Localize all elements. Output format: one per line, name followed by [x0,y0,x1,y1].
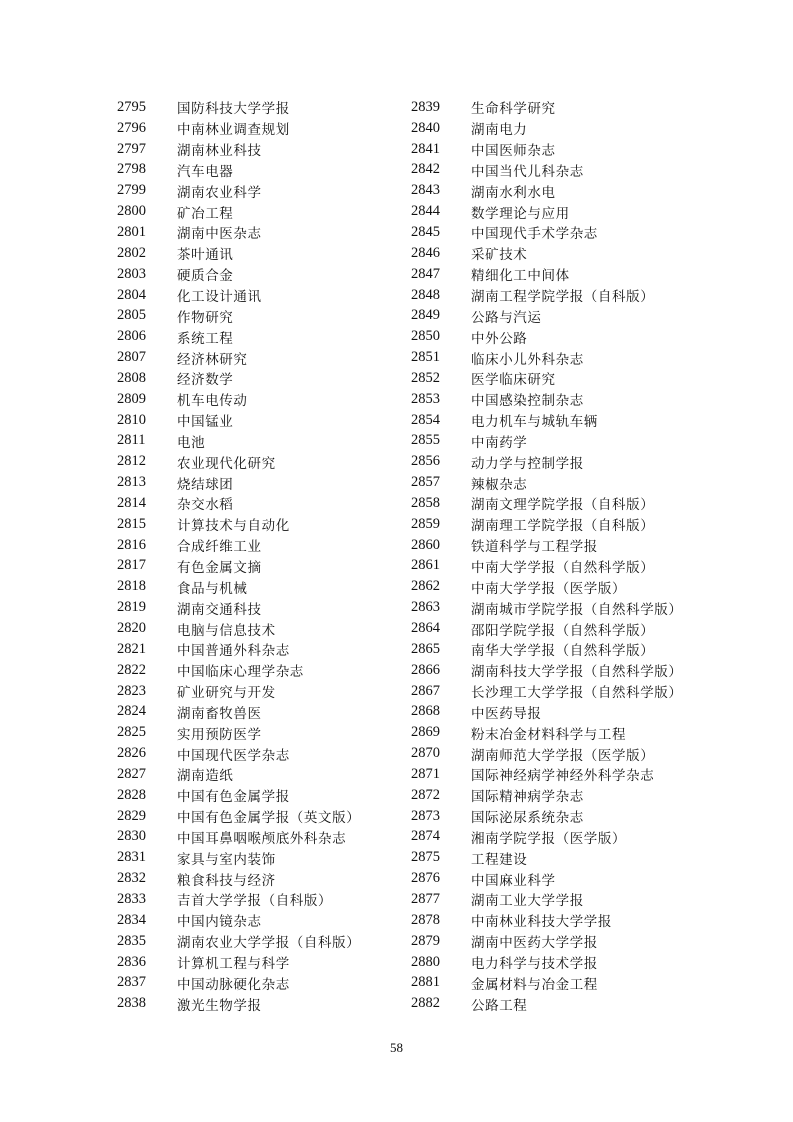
journal-title: 中医药导报 [471,705,542,722]
journal-title: 中国当代儿科杂志 [471,163,584,180]
entry-number: 2854 [411,411,440,428]
entry-number: 2875 [411,849,440,866]
list-item [117,952,397,973]
list-item [411,847,691,868]
entry-number: 2806 [117,328,146,345]
entry-number: 2822 [117,661,146,678]
list-item [117,180,397,201]
entry-number: 2862 [411,578,440,595]
entry-number: 2829 [117,807,146,824]
list-item [411,597,691,618]
list-item [117,868,397,889]
entry-number: 2851 [411,349,440,366]
journal-title: 邵阳学院学报（自然科学版） [471,622,655,639]
entry-number: 2827 [117,765,146,782]
list-item [411,785,691,806]
journal-title: 机车电传动 [177,393,248,410]
journal-title: 湖南科技大学学报（自然科学版） [471,664,683,681]
list-item [117,701,397,722]
list-item [411,952,691,973]
entry-number: 2845 [411,223,440,240]
journal-title: 湖南文理学院学报（自科版） [471,497,655,514]
entry-number: 2865 [411,640,440,657]
list-item [411,910,691,931]
journal-title: 家具与室内装饰 [177,851,276,868]
entry-number: 2848 [411,286,440,303]
list-item [411,681,691,702]
entry-number: 2856 [411,453,440,470]
list-item [411,535,691,556]
entry-number: 2861 [411,557,440,574]
entry-number: 2814 [117,494,146,511]
journal-title: 矿冶工程 [177,205,234,222]
entry-number: 2842 [411,161,440,178]
journal-title: 中国有色金属学报 [177,789,290,806]
journal-title: 数学理论与应用 [471,205,570,222]
journal-title: 合成纤维工业 [177,539,262,556]
entry-number: 2857 [411,474,440,491]
list-item [117,347,397,368]
journal-title: 硬质合金 [177,268,234,285]
entry-number: 2821 [117,640,146,657]
list-item [117,410,397,431]
list-item [411,243,691,264]
list-item [411,451,691,472]
list-item [411,431,691,452]
journal-title: 茶叶通讯 [177,247,234,264]
list-item [117,451,397,472]
list-item [117,389,397,410]
entry-number: 2799 [117,182,146,199]
journal-title: 中南药学 [471,434,528,451]
entry-number: 2817 [117,557,146,574]
journal-title: 湖南电力 [471,122,528,139]
entry-number: 2855 [411,432,440,449]
journal-title: 湖南交通科技 [177,601,262,618]
list-item [117,97,397,118]
journal-title: 中国麻业科学 [471,872,556,889]
list-item [117,576,397,597]
list-item [117,222,397,243]
list-item [117,847,397,868]
list-item [411,326,691,347]
journal-title: 国际精神病学杂志 [471,789,584,806]
entry-number: 2852 [411,369,440,386]
journal-title: 湖南工程学院学报（自科版） [471,289,655,306]
list-item [411,180,691,201]
journal-title: 长沙理工大学学报（自然科学版） [471,685,683,702]
journal-title: 南华大学学报（自然科学版） [471,643,655,660]
journal-title: 中国现代医学杂志 [177,747,290,764]
journal-title: 湖南中医杂志 [177,226,262,243]
entry-number: 2837 [117,974,146,991]
entry-number: 2795 [117,98,146,115]
list-item [117,993,397,1014]
entry-number: 2869 [411,724,440,741]
list-item [411,993,691,1014]
list-item [411,139,691,160]
journal-title: 湖南林业科技 [177,143,262,160]
list-item [117,264,397,285]
list-item [117,827,397,848]
journal-title: 中国耳鼻咽喉颅底外科杂志 [177,830,347,847]
journal-title: 作物研究 [177,309,234,326]
entry-number: 2828 [117,786,146,803]
journal-title: 系统工程 [177,330,234,347]
list-item [117,889,397,910]
list-item [411,827,691,848]
journal-title: 中南大学学报（医学版） [471,580,627,597]
list-item [411,618,691,639]
list-item [117,681,397,702]
entry-number: 2816 [117,536,146,553]
journal-title: 湖南理工学院学报（自科版） [471,518,655,535]
list-item [411,889,691,910]
entry-number: 2834 [117,911,146,928]
list-item [117,326,397,347]
list-item [117,285,397,306]
entry-number: 2836 [117,953,146,970]
journal-title: 工程建设 [471,851,528,868]
entry-number: 2872 [411,786,440,803]
journal-title: 铁道科学与工程学报 [471,539,598,556]
list-item [411,285,691,306]
list-item [411,222,691,243]
entry-number: 2824 [117,703,146,720]
journal-title: 中国普通外科杂志 [177,643,290,660]
journal-title: 计算机工程与科学 [177,956,290,973]
list-item [117,722,397,743]
entry-number: 2838 [117,995,146,1012]
journal-title: 湖南工业大学学报 [471,893,584,910]
entry-number: 2841 [411,140,440,157]
journal-title: 临床小儿外科杂志 [471,351,584,368]
list-item [117,764,397,785]
entry-number: 2864 [411,620,440,637]
journal-title: 汽车电器 [177,163,234,180]
journal-title: 精细化工中间体 [471,268,570,285]
journal-title: 经济林研究 [177,351,248,368]
list-item [411,743,691,764]
entry-number: 2835 [117,932,146,949]
list-item [117,639,397,660]
list-item [411,305,691,326]
list-item [411,639,691,660]
list-item [117,368,397,389]
journal-title: 电脑与信息技术 [177,622,276,639]
journal-title: 实用预防医学 [177,726,262,743]
list-item [117,931,397,952]
entry-number: 2826 [117,745,146,762]
entry-number: 2847 [411,265,440,282]
list-item [411,868,691,889]
list-item [117,431,397,452]
journal-title: 辣椒杂志 [471,476,528,493]
list-item [117,597,397,618]
journal-title: 电力机车与城轨车辆 [471,414,598,431]
entry-number: 2863 [411,599,440,616]
entry-number: 2873 [411,807,440,824]
list-item [411,576,691,597]
list-item [411,556,691,577]
journal-title: 湖南农业科学 [177,184,262,201]
journal-title: 经济数学 [177,372,234,389]
entry-number: 2809 [117,390,146,407]
journal-title: 粮食科技与经济 [177,872,276,889]
list-item [117,785,397,806]
journal-title: 湘南学院学报（医学版） [471,830,627,847]
journal-title: 食品与机械 [177,580,248,597]
journal-title: 化工设计通讯 [177,289,262,306]
journal-title: 公路与汽运 [471,309,542,326]
entry-number: 2846 [411,244,440,261]
list-item [117,972,397,993]
journal-title: 国际泌尿系统杂志 [471,810,584,827]
entry-number: 2810 [117,411,146,428]
journal-title: 中南大学学报（自然科学版） [471,559,655,576]
list-item [411,931,691,952]
entry-number: 2844 [411,203,440,220]
entry-number: 2860 [411,536,440,553]
list-item [117,243,397,264]
journal-title: 国际神经病学神经外科学杂志 [471,768,655,785]
journal-title: 湖南中医药大学学报 [471,935,598,952]
journal-title: 粉末冶金材料科学与工程 [471,726,627,743]
entry-number: 2881 [411,974,440,991]
entry-number: 2825 [117,724,146,741]
list-item [117,514,397,535]
journal-title: 动力学与控制学报 [471,455,584,472]
journal-title: 烧结球团 [177,476,234,493]
list-item [117,743,397,764]
entry-number: 2804 [117,286,146,303]
entry-number: 2818 [117,578,146,595]
list-item [411,660,691,681]
journal-title: 中国动脉硬化杂志 [177,976,290,993]
entry-number: 2832 [117,870,146,887]
journal-title: 医学临床研究 [471,372,556,389]
list-item [411,410,691,431]
entry-number: 2867 [411,682,440,699]
journal-title: 湖南城市学院学报（自然科学版） [471,601,683,618]
list-item [411,806,691,827]
list-item [411,97,691,118]
journal-title: 中国临床心理学杂志 [177,664,304,681]
journal-title: 激光生物学报 [177,997,262,1014]
entry-number: 2815 [117,515,146,532]
entry-number: 2802 [117,244,146,261]
list-item [411,347,691,368]
entry-number: 2811 [117,432,146,449]
journal-title: 中国有色金属学报（英文版） [177,810,361,827]
entry-number: 2803 [117,265,146,282]
journal-title: 矿业研究与开发 [177,685,276,702]
right-column [411,97,691,1014]
journal-title: 吉首大学学报（自科版） [177,893,333,910]
entry-number: 2868 [411,703,440,720]
list-item [411,722,691,743]
journal-title: 电池 [177,434,206,451]
entry-number: 2879 [411,932,440,949]
list-item [411,972,691,993]
entry-number: 2800 [117,203,146,220]
list-item [117,201,397,222]
journal-title: 中外公路 [471,330,528,347]
journal-title: 中国现代手术学杂志 [471,226,598,243]
entry-number: 2870 [411,745,440,762]
journal-title: 湖南造纸 [177,768,234,785]
list-item [117,118,397,139]
list-item [117,660,397,681]
list-item [117,806,397,827]
journal-title: 采矿技术 [471,247,528,264]
list-item [117,535,397,556]
list-item [411,514,691,535]
entry-number: 2823 [117,682,146,699]
list-item [117,139,397,160]
list-item [411,264,691,285]
list-item [411,493,691,514]
list-item [411,764,691,785]
entry-number: 2833 [117,890,146,907]
list-item [117,160,397,181]
entry-number: 2797 [117,140,146,157]
entry-number: 2805 [117,307,146,324]
journal-title: 计算技术与自动化 [177,518,290,535]
entry-number: 2874 [411,828,440,845]
journal-title: 中南林业调查规划 [177,122,290,139]
entry-number: 2877 [411,890,440,907]
list-item [411,368,691,389]
entry-number: 2801 [117,223,146,240]
journal-title: 湖南师范大学学报（医学版） [471,747,655,764]
journal-title: 湖南水利水电 [471,184,556,201]
list-item [117,618,397,639]
entry-number: 2849 [411,307,440,324]
entry-number: 2850 [411,328,440,345]
journal-title: 中国医师杂志 [471,143,556,160]
entry-number: 2880 [411,953,440,970]
entry-number: 2813 [117,474,146,491]
entry-number: 2807 [117,349,146,366]
entry-number: 2866 [411,661,440,678]
entry-number: 2853 [411,390,440,407]
entry-number: 2796 [117,119,146,136]
list-item [411,389,691,410]
list-item [411,118,691,139]
journal-title: 生命科学研究 [471,101,556,118]
journal-title: 电力科学与技术学报 [471,956,598,973]
journal-title: 中国锰业 [177,414,234,431]
page-number: 58 [390,1040,403,1055]
entry-number: 2858 [411,494,440,511]
entry-number: 2876 [411,870,440,887]
entry-number: 2808 [117,369,146,386]
journal-title: 杂交水稻 [177,497,234,514]
list-item [411,472,691,493]
list-item [411,201,691,222]
entry-number: 2819 [117,599,146,616]
journal-title: 中国感染控制杂志 [471,393,584,410]
entry-number: 2859 [411,515,440,532]
list-item [117,472,397,493]
entry-number: 2830 [117,828,146,845]
entry-number: 2878 [411,911,440,928]
list-item [117,910,397,931]
entry-number: 2840 [411,119,440,136]
journal-title: 国防科技大学学报 [177,101,290,118]
list-item [117,305,397,326]
entry-number: 2839 [411,98,440,115]
entry-number: 2798 [117,161,146,178]
journal-title: 金属材料与冶金工程 [471,976,598,993]
list-item [411,160,691,181]
journal-title: 农业现代化研究 [177,455,276,472]
entry-number: 2882 [411,995,440,1012]
journal-title: 湖南农业大学学报（自科版） [177,935,361,952]
journal-title: 有色金属文摘 [177,559,262,576]
entry-number: 2812 [117,453,146,470]
journal-title: 公路工程 [471,997,528,1014]
journal-title: 湖南畜牧兽医 [177,705,262,722]
entry-number: 2820 [117,620,146,637]
entry-number: 2871 [411,765,440,782]
list-item [411,701,691,722]
journal-title: 中南林业科技大学学报 [471,914,612,931]
journal-title: 中国内镜杂志 [177,914,262,931]
entry-number: 2831 [117,849,146,866]
entry-number: 2843 [411,182,440,199]
left-column [117,97,397,1014]
list-item [117,493,397,514]
list-item [117,556,397,577]
